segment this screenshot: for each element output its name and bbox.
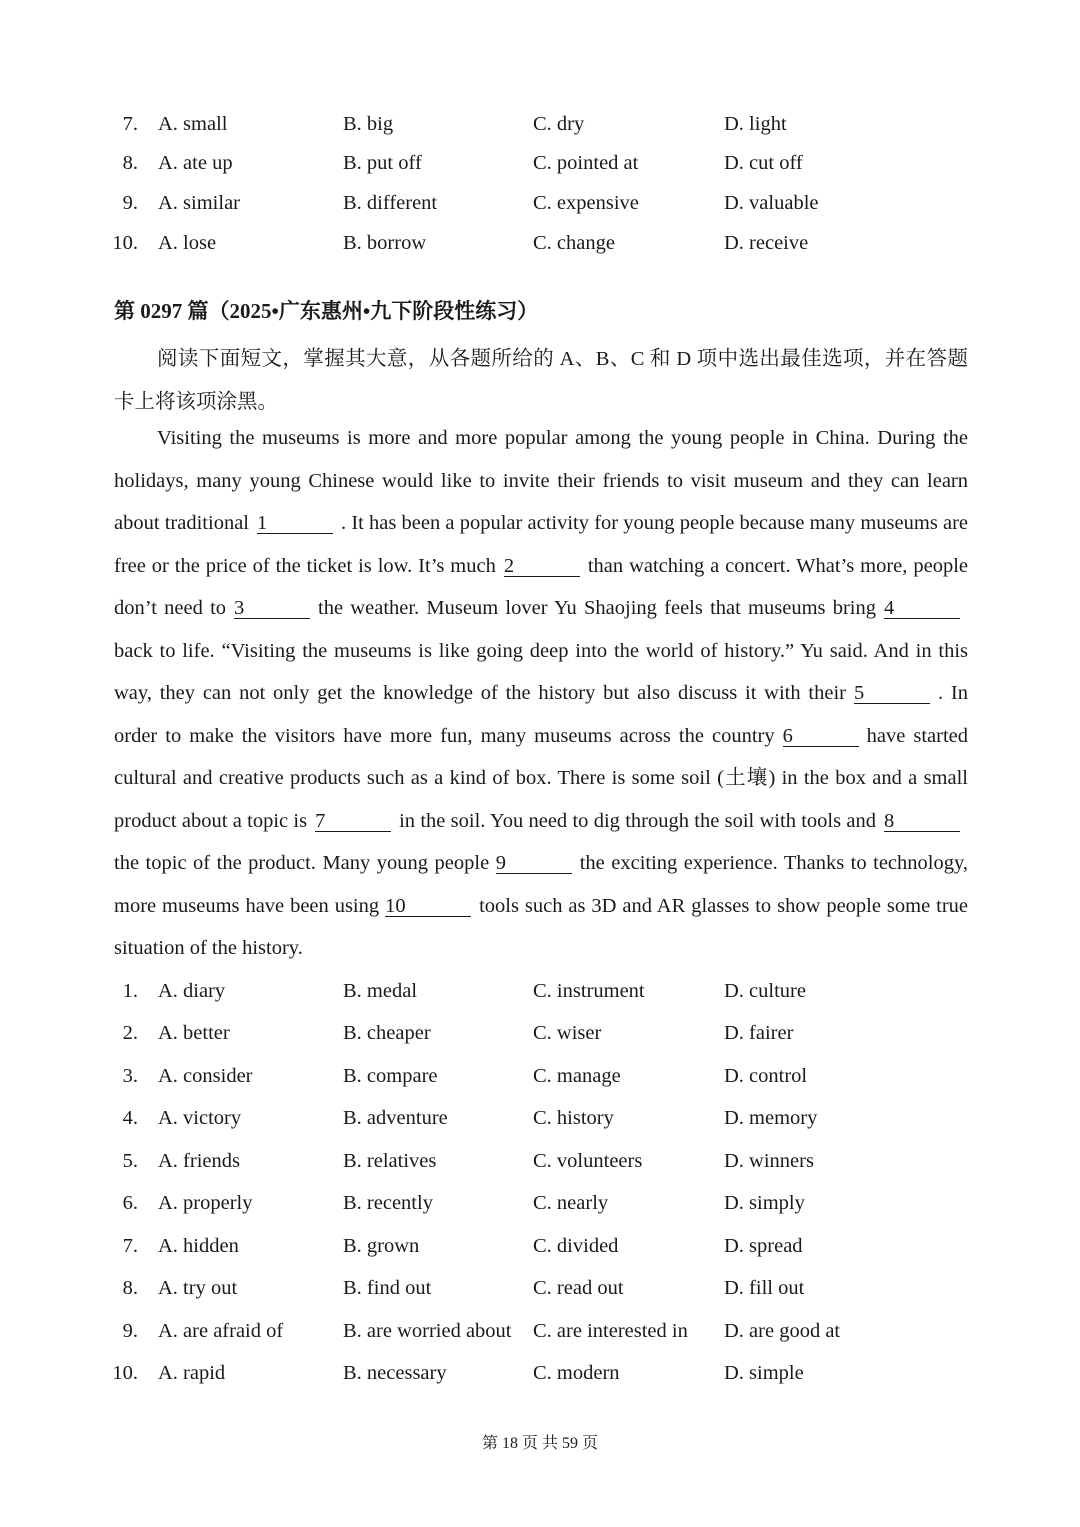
passage-text: . It has been a popular activity for young people because many museums are free or the price of the ticket is low. It’s much <box>114 512 969 577</box>
option-b: B. grown <box>343 1235 420 1257</box>
section-instructions: 阅读下面短文，掌握其大意，从各题所给的 A、B、C 和 D 项中选出最佳选项，并在答题卡上将该项涂黑。 <box>114 348 968 413</box>
option-a: A. are afraid of <box>158 1320 284 1342</box>
option-row-8 <box>0 1273 1080 1303</box>
question-number: 7. <box>122 113 138 135</box>
passage-text: the weather. Museum lover Yu Shaojing feels that museums bring <box>318 597 877 619</box>
option-d: D. are good at <box>724 1320 841 1342</box>
option-c: C. volunteers <box>533 1150 643 1172</box>
section-heading: 第 0297 篇（2025•广东惠州•九下阶段性练习） <box>114 299 539 323</box>
option-a: A. victory <box>158 1107 242 1129</box>
question-number: 7. <box>122 1235 138 1257</box>
option-b: B. find out <box>343 1277 432 1299</box>
option-b: B. adventure <box>343 1107 448 1129</box>
option-a: A. ate up <box>158 152 233 174</box>
option-row-1 <box>0 976 1080 1006</box>
passage-text: the topic of the product. Many young people <box>114 852 490 874</box>
question-number: 6. <box>122 1192 138 1214</box>
blank-4: 4 <box>884 598 960 619</box>
option-c: C. expensive <box>533 192 639 214</box>
question-number: 9. <box>122 192 138 214</box>
page-footer: 第 18 页 共 59 页 <box>481 1435 598 1452</box>
passage-text: tools such as 3D and AR glasses to show people some true situation of the history. <box>114 894 968 959</box>
question-number: 3. <box>122 1065 138 1087</box>
blank-5: 5 <box>854 683 930 704</box>
option-row-2 <box>0 1018 1080 1048</box>
option-d: D. fill out <box>724 1277 805 1299</box>
option-c: C. manage <box>533 1065 621 1087</box>
passage-text: in the soil. You need to dig through the soil with tools and <box>399 809 876 832</box>
option-b: B. relatives <box>343 1150 437 1172</box>
question-number: 10. <box>112 1362 138 1384</box>
option-b: B. put off <box>343 152 422 174</box>
blank-9: 9 <box>496 853 572 874</box>
option-d: D. light <box>724 113 787 135</box>
option-c: C. history <box>533 1107 614 1129</box>
option-a: A. try out <box>158 1277 238 1299</box>
option-a: A. better <box>158 1022 230 1044</box>
option-b: B. big <box>343 113 394 135</box>
option-row-4 <box>0 1103 1080 1133</box>
option-d: D. memory <box>724 1107 818 1129</box>
blank-7: 7 <box>315 811 391 832</box>
reading-passage <box>114 417 968 970</box>
blank-3: 3 <box>234 598 310 619</box>
option-d: D. cut off <box>724 152 803 174</box>
option-d: D. simply <box>724 1192 805 1214</box>
option-row-9 <box>0 1316 1080 1346</box>
passage-text: . In order to make the visitors have more fun, many museums across the country <box>114 682 968 747</box>
option-b: B. borrow <box>343 232 427 254</box>
option-b: B. recently <box>343 1192 433 1214</box>
top-option-row-9 <box>0 188 1080 218</box>
question-number: 9. <box>122 1320 138 1342</box>
option-row-7 <box>0 1231 1080 1261</box>
question-number: 5. <box>122 1150 138 1172</box>
top-option-row-10 <box>0 228 1080 258</box>
option-b: B. necessary <box>343 1362 447 1384</box>
question-number: 4. <box>122 1107 138 1129</box>
option-b: B. different <box>343 192 438 214</box>
blank-10: 10 <box>385 896 471 917</box>
option-a: A. friends <box>158 1150 240 1172</box>
option-c: C. pointed at <box>533 152 639 174</box>
option-c: C. read out <box>533 1277 624 1299</box>
option-a: A. similar <box>158 192 240 214</box>
option-row-3 <box>0 1061 1080 1091</box>
option-d: D. winners <box>724 1150 814 1172</box>
option-a: A. diary <box>158 980 226 1002</box>
option-a: A. rapid <box>158 1362 226 1384</box>
option-d: D. spread <box>724 1235 803 1257</box>
top-option-row-7 <box>0 109 1080 139</box>
option-a: A. lose <box>158 232 217 254</box>
option-row-5 <box>0 1146 1080 1176</box>
option-c: C. divided <box>533 1235 619 1257</box>
option-c: C. change <box>533 232 615 254</box>
option-row-6 <box>0 1188 1080 1218</box>
option-b: B. are worried about <box>343 1320 512 1342</box>
blank-1: 1 <box>257 513 333 534</box>
question-number: 10. <box>112 232 138 254</box>
passage-text: the exciting experience. Thanks to technology, more museums have been using <box>114 852 969 917</box>
option-d: D. valuable <box>724 192 819 214</box>
option-b: B. cheaper <box>343 1022 431 1044</box>
option-b: B. compare <box>343 1065 438 1087</box>
option-row-10 <box>0 1358 1080 1388</box>
option-d: D. fairer <box>724 1022 794 1044</box>
question-number: 1. <box>122 980 138 1002</box>
option-d: D. control <box>724 1065 808 1087</box>
top-option-row-8 <box>0 148 1080 178</box>
option-c: C. instrument <box>533 980 645 1002</box>
option-d: D. simple <box>724 1362 804 1384</box>
blank-2: 2 <box>504 556 580 577</box>
question-number: 8. <box>122 152 138 174</box>
blank-6: 6 <box>783 726 859 747</box>
option-c: C. wiser <box>533 1022 602 1044</box>
option-b: B. medal <box>343 980 418 1002</box>
option-d: D. receive <box>724 232 809 254</box>
option-a: A. consider <box>158 1065 253 1087</box>
option-d: D. culture <box>724 980 806 1002</box>
option-a: A. small <box>158 113 228 135</box>
passage-text: than watching a concert. What’s more, people don’t need to <box>114 554 968 619</box>
question-number: 8. <box>122 1277 138 1299</box>
option-a: A. properly <box>158 1192 253 1214</box>
option-c: C. dry <box>533 113 585 135</box>
option-c: C. are interested in <box>533 1320 688 1342</box>
passage-text: Visiting the museums is more and more popular among the young people in China. During the holidays, many young Chinese would like to invite their friends to visit museum and they can learn about traditional <box>114 427 968 534</box>
question-number: 2. <box>122 1022 138 1044</box>
passage-text: back to life. “Visiting the museums is like going deep into the world of history.” Yu said. And in this way, they can not only get the knowledge of the history but also discuss it with their <box>114 639 968 704</box>
option-c: C. nearly <box>533 1192 609 1214</box>
passage-text: have started cultural and creative products such as a kind of box. There is some soil (土壤) in the box and a small product about a topic is <box>114 724 968 832</box>
blank-8: 8 <box>884 811 960 832</box>
option-c: C. modern <box>533 1362 620 1384</box>
option-a: A. hidden <box>158 1235 239 1257</box>
